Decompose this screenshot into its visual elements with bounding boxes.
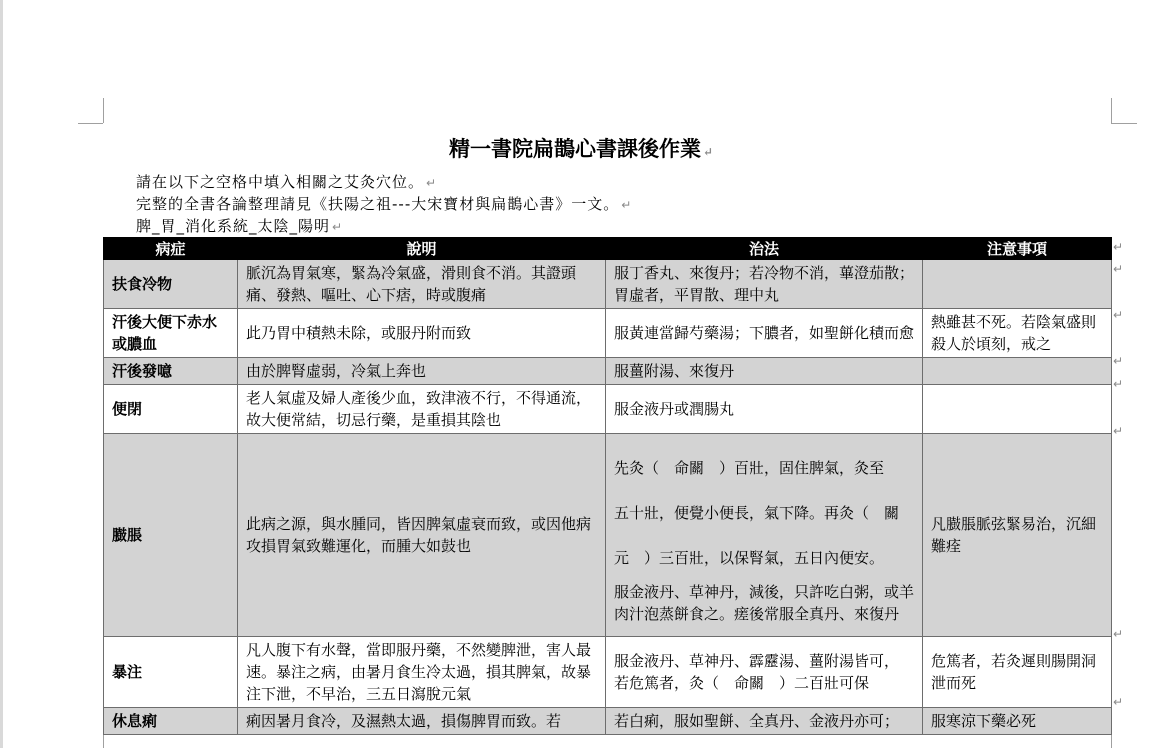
table-row — [104, 434, 1112, 637]
end-of-row-mark-icon: ↵ — [1113, 377, 1124, 391]
cell-condition[interactable]: 汗後大便下赤水或膿血 — [104, 309, 238, 358]
cell-condition[interactable]: 暴注 — [104, 637, 238, 708]
instruction-line-2[interactable] — [136, 193, 632, 214]
treatment-line: 服金液丹、草神丹、霹靂湯、薑附湯皆可， — [614, 652, 900, 670]
cell-explanation[interactable]: 此乃胃中積熱未除，或服丹附而致 — [238, 309, 606, 358]
table-row — [104, 358, 1112, 385]
instruction-text-2: 完整的全書各論整理請見《扶陽之祖---大宋寶材與扁鵲心書》一文。 — [136, 195, 620, 213]
table-row — [104, 708, 1112, 735]
document-title[interactable] — [0, 133, 1162, 163]
header-notes[interactable]: 注意事項 — [923, 238, 1112, 260]
cell-treatment[interactable]: 服薑附湯、來復丹 — [606, 358, 923, 385]
margin-mark-top-left — [78, 123, 103, 124]
cell-explanation[interactable]: 脈沉為胃氣寒，緊為冷氣盛，滑則食不消。其證頭痛、發熱、嘔吐、心下痞，時或腹痛 — [238, 260, 606, 309]
cell-notes[interactable] — [923, 260, 1112, 309]
header-treatment[interactable]: 治法 — [606, 238, 923, 260]
cell-explanation[interactable]: 老人氣虛及婦人產後少血，致津液不行，不得通流，故大便常結，切忌行藥，是重損其陰也 — [238, 385, 606, 434]
margin-mark-top-left-vertical — [103, 98, 104, 123]
table-row — [104, 637, 1112, 708]
header-condition[interactable]: 病症 — [104, 238, 238, 260]
instruction-text-1: 請在以下之空格中填入相關之艾灸穴位。 — [136, 173, 425, 191]
cell-treatment[interactable]: 若白痢，服如聖餅、全真丹、金液丹亦可； — [606, 708, 923, 735]
table-row — [104, 260, 1112, 309]
cell-explanation[interactable]: 痢因暑月食冷，及濕熱太過，損傷脾胃而致。若 — [238, 708, 606, 735]
table-row — [104, 309, 1112, 358]
table-row — [104, 385, 1112, 434]
page-left-edge — [0, 0, 3, 748]
cell-notes[interactable]: 危篤者，若灸遲則腸開洞泄而死 — [923, 637, 1112, 708]
cell-treatment[interactable]: 服金液丹或潤腸丸 — [606, 385, 923, 434]
cell-notes[interactable]: 凡臌脹脈弦緊易治，沉細難痊 — [923, 434, 1112, 637]
end-of-row-mark-icon: ↵ — [1113, 262, 1124, 276]
cell-condition[interactable]: 汗後發噫 — [104, 358, 238, 385]
paragraph-mark-icon: ↵ — [702, 145, 714, 159]
cell-treatment[interactable] — [606, 434, 923, 637]
cell-notes[interactable]: 服寒涼下藥必死 — [923, 708, 1112, 735]
paragraph-mark-icon: ↵ — [426, 176, 438, 190]
cell-explanation[interactable]: 凡人腹下有水聲，當即服丹藥，不然變脾泄，害人最速。暴注之病，由暑月食生冷太過，損其脾氣，故暴注下泄，不早治，三五日瀉脫元氣 — [238, 637, 606, 708]
cell-explanation[interactable]: 此病之源，與水腫同，皆因脾氣虛衰而致，或因他病攻損胃氣致難運化，而腫大如鼓也 — [238, 434, 606, 637]
cell-notes[interactable]: 熱雖甚不死。若陰氣盛則殺人於頃刻，戒之 — [923, 309, 1112, 358]
syndrome-table — [103, 237, 1112, 735]
end-of-row-mark-icon: ↵ — [1113, 695, 1124, 709]
instruction-line-3[interactable] — [136, 215, 343, 236]
cell-treatment[interactable]: 服丁香丸、來復丹；若冷物不消，蓽澄茄散；胃虛者，平胃散、理中丸 — [606, 260, 923, 309]
cell-treatment[interactable]: 服黃連當歸芍藥湯；下膿者，如聖餅化積而愈 — [606, 309, 923, 358]
cell-condition[interactable]: 休息痢 — [104, 708, 238, 735]
cell-explanation[interactable]: 由於脾腎虛弱，冷氣上奔也 — [238, 358, 606, 385]
cell-notes[interactable] — [923, 385, 1112, 434]
treatment-line: 服金液丹、草神丹，減後，只許吃白粥，或羊肉汁泡蒸餅食之。瘥後常服全真丹、來復丹 — [614, 582, 915, 623]
end-of-row-mark-icon: ↵ — [1113, 354, 1124, 368]
end-of-row-mark-icon: ↵ — [1113, 424, 1124, 438]
end-of-row-mark-icon: ↵ — [1113, 308, 1124, 322]
cell-condition[interactable]: 扶食冷物 — [104, 260, 238, 309]
cell-treatment[interactable] — [606, 637, 923, 708]
treatment-line: 元 ）三百壯，以保腎氣，五日內便安。 — [614, 548, 885, 567]
end-of-row-mark-icon: ↵ — [1113, 627, 1124, 641]
cell-condition[interactable]: 便閉 — [104, 385, 238, 434]
header-explanation[interactable]: 說明 — [238, 238, 606, 260]
cell-condition[interactable]: 臌脹 — [104, 434, 238, 637]
paragraph-mark-icon: ↵ — [621, 198, 633, 212]
table-header-row — [104, 238, 1112, 260]
instruction-text-3: 脾_胃_消化系統_太陰_陽明 — [136, 217, 331, 235]
cell-notes[interactable] — [923, 358, 1112, 385]
paragraph-mark-icon: ↵ — [332, 220, 344, 234]
treatment-line: 若危篤者，灸（ 命關 ）二百壯可保 — [614, 674, 870, 692]
end-of-row-mark-icon: ↵ — [1113, 240, 1124, 254]
treatment-line: 五十壯，便覺小便長，氣下降。再灸（ 關 — [614, 503, 900, 522]
treatment-line: 先灸（ 命關 ）百壯，固住脾氣，灸至 — [614, 458, 885, 477]
margin-mark-top-right-vertical — [1111, 98, 1112, 123]
margin-mark-top-right — [1111, 123, 1137, 124]
document-title-text: 精一書院扁鵲心書課後作業 — [448, 136, 701, 161]
instruction-line-1[interactable] — [136, 171, 437, 192]
